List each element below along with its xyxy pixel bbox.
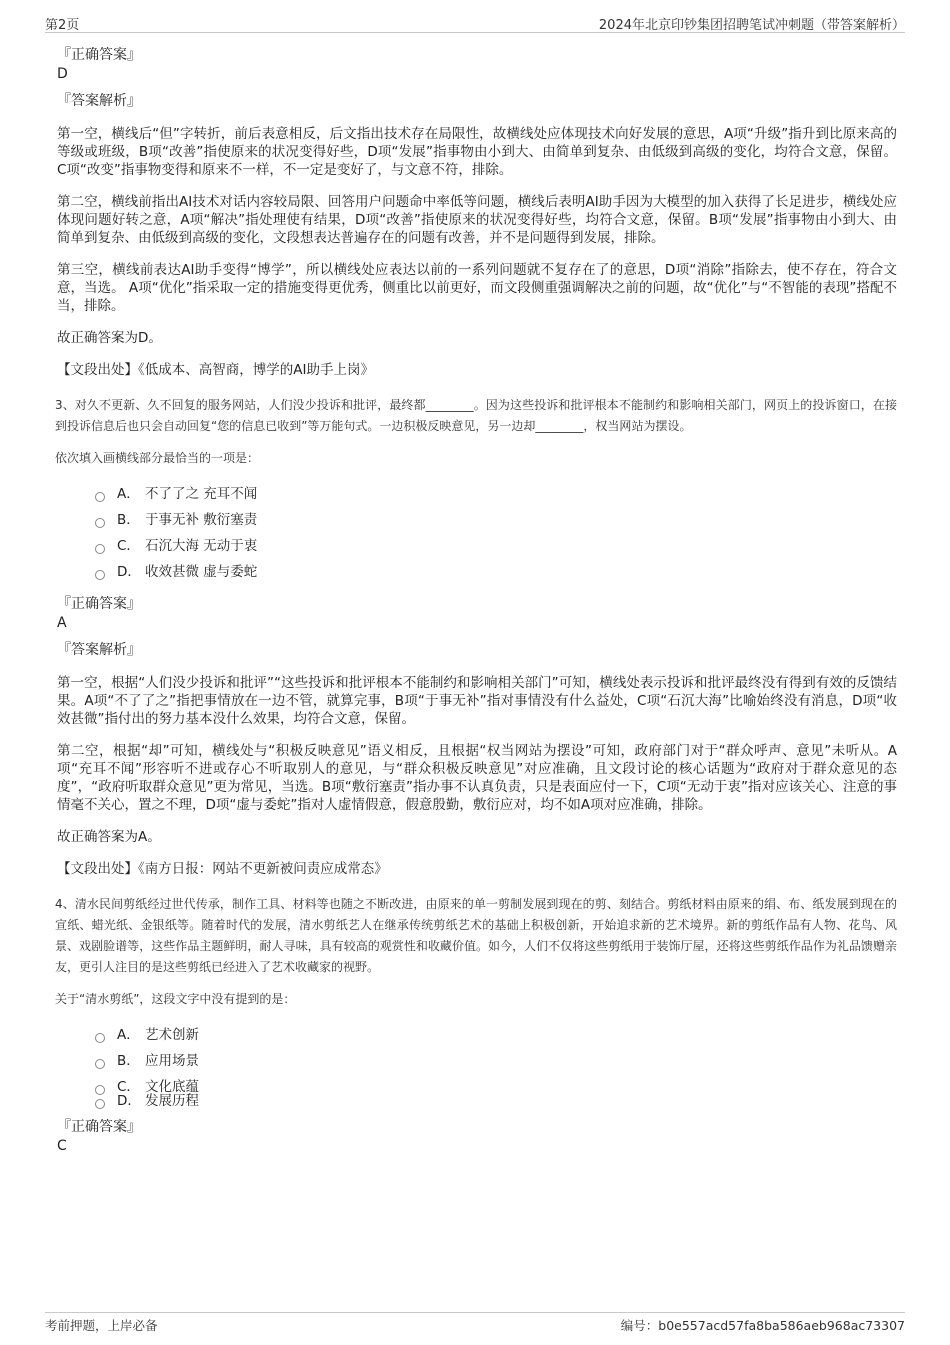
q3-explain-mark: 『答案解析』: [57, 642, 141, 658]
q4-answer: C: [57, 1138, 67, 1154]
option-text: 艺术创新: [145, 1027, 199, 1043]
q2-explain-p3: 第三空，横线前表达AI助手变得“博学”，所以横线处应表达以前的一系列问题就不复存在了的意思，D项“消除”指除去，使不存在，符合文意，当选。 A项“优化”指采取一定的措施变得更优秀，侧重比以前更好，而文段侧重强调解决之前的问题，故“优化”与“不智能的表现”搭配不当，排除。: [57, 262, 897, 314]
q2-explain-p1: 第一空，横线后“但”字转折，前后表意相反，后文指出技术存在局限性，故横线处应体现技术向好发展的意思，A项“升级”指升到比原来高的等级或班级，B项“改善”指使原来的状况变得好些，D项“发展”指事物由小到大、由简单到复杂、由低级到高级的变化，均符合文意，保留。C项“改变”指事物变得和原来不一样，不一定是变好了，与文意不符，排除。: [57, 126, 897, 178]
q4-option-a[interactable]: [95, 1022, 897, 1048]
q3-answer-mark: 『正确答案』: [57, 596, 141, 612]
option-key: B．: [117, 512, 140, 528]
q2-answer-mark: 『正确答案』: [57, 47, 141, 63]
option-key: D．: [117, 1093, 141, 1109]
option-key: C．: [117, 1079, 140, 1095]
q4-question: 4、清水民间剪纸经过世代传承，制作工具、材料等也随之不断改进，由原来的单一剪制发展到现在的剪、刻结合。剪纸材料由原来的绢、布、纸发展到现在的宣纸、蜡光纸、金银纸等。随着时代的发展，清水剪纸艺人在继承传统剪纸艺术的基础上积极创新，开始追求新的艺术境界。新的剪纸作品有人物、花鸟、风景、戏剧脸谱等，这些作品主题鲜明，耐人寻味，具有较高的观赏性和收藏价值。如今，人们不仅将这些剪纸用于装饰厅屋，还将这些剪纸作品作为礼品馈赠亲友，更引人注目的是这些剪纸已经进入了艺术收藏家的视野。: [55, 897, 897, 974]
page-footer: [45, 1312, 905, 1335]
q3-explain-p1: 第一空，根据“人们没少投诉和批评”“这些投诉和批评根本不能制约和影响相关部门”可知，横线处表示投诉和批评最终没有得到有效的反馈结果。A项“不了了之”指把事情放在一边不管，就算完事，B项“于事无补”指对事情没有什么益处，C项“石沉大海”比喻始终没有消息，D项“收效甚微”指付出的努力基本没什么效果，均符合文意，保留。: [57, 675, 897, 727]
document-id: 编号：b0e557acd57fa8ba586aeb968ac73307: [620, 1318, 905, 1333]
q3-option-a[interactable]: [95, 481, 897, 507]
radio-icon[interactable]: [95, 1099, 105, 1109]
radio-icon[interactable]: [95, 1033, 105, 1043]
option-key: A．: [117, 1027, 140, 1043]
q3-conclusion: 故正确答案为A。: [57, 829, 161, 845]
radio-icon[interactable]: [95, 570, 105, 580]
q2-source: 【文段出处】《低成本、高智商，博学的AI助手上岗》: [57, 362, 374, 378]
option-text: 不了了之 充耳不闻: [145, 486, 258, 502]
q4-option-c[interactable]: [95, 1080, 897, 1094]
option-key: A．: [117, 486, 140, 502]
radio-icon[interactable]: [95, 518, 105, 528]
option-key: B．: [117, 1053, 140, 1069]
q4-option-d[interactable]: [95, 1094, 897, 1108]
q4-option-b[interactable]: [95, 1048, 897, 1074]
q3-prompt: 依次填入画横线部分最恰当的一项是：: [55, 451, 260, 465]
option-text: 应用场景: [145, 1053, 199, 1069]
q3-options: [95, 481, 897, 585]
option-text: 发展历程: [145, 1093, 199, 1109]
footer-slogan: 考前押题，上岸必备: [45, 1318, 158, 1333]
q3-explain-p2: 第二空，根据“却”可知，横线处与“积极反映意见”语义相反，且根据“权当网站为摆设”可知，政府部门对于“群众呼声、意见”未听从。A项“充耳不闻”形容听不进或存心不听取别人的意见，与“群众积极反映意见”对应准确，且文段讨论的核心话题为“政府对于群众意见的态度”，“政府听取群众意见”更为常见，当选。B项“敷衍塞责”指办事不认真负责，只是表面应付一下，C项“无动于衷”指对应该关心、注意的事情毫不关心，置之不理，D项“虚与委蛇”指对人虚情假意，假意殷勤，敷衍应对，均不如A项对应准确，排除。: [57, 743, 897, 813]
radio-icon[interactable]: [95, 492, 105, 502]
document-title: 2024年北京印钞集团招聘笔试冲刺题（带答案解析）: [598, 18, 905, 33]
q3-option-c[interactable]: [95, 533, 897, 559]
radio-icon[interactable]: [95, 544, 105, 554]
option-text: 文化底蕴: [145, 1079, 199, 1095]
option-text: 于事无补 敷衍塞责: [145, 512, 258, 528]
q4-prompt: 关于“清水剪纸”，这段文字中没有提到的是：: [55, 992, 296, 1006]
q2-explain-mark: 『答案解析』: [57, 93, 141, 109]
option-text: 收效甚微 虚与委蛇: [145, 564, 258, 580]
q4-options: [95, 1022, 897, 1108]
q3-answer: A: [57, 615, 67, 631]
q3-source: 【文段出处】《南方日报：网站不更新被问责应成常态》: [57, 861, 388, 877]
q4-answer-mark: 『正确答案』: [57, 1119, 141, 1135]
q3-question: 3、对久不更新、久不回复的服务网站，人们没少投诉和批评，最终都________。因为这些投诉和批评根本不能制约和影响相关部门，网页上的投诉窗口，在接到投诉信息后也只会自动回复“您的信息已收到”等万能句式。一边积极反映意见，另一边却________，权当网站为摆设。: [55, 398, 897, 433]
option-key: C．: [117, 538, 140, 554]
q2-answer: D: [57, 66, 68, 82]
q2-explain-p2: 第二空，横线前指出AI技术对话内容较局限、回答用户问题命中率低等问题，横线后表明AI助手因为大模型的加入获得了长足进步，横线处应体现问题好转之意，A项“解决”指处理使有结果，D项“改善”指使原来的状况变得好些，均符合文意，保留。B项“发展”指事物由小到大、由简单到复杂、由低级到高级的变化，文段想表达普遍存在的问题有改善，并不是问题得到发展，排除。: [57, 194, 897, 246]
option-key: D．: [117, 564, 141, 580]
document-body: [57, 46, 897, 1164]
option-text: 石沉大海 无动于衷: [145, 538, 258, 554]
q3-option-d[interactable]: [95, 559, 897, 585]
radio-icon[interactable]: [95, 1085, 105, 1095]
page-number: 第2页: [45, 18, 80, 33]
q3-option-b[interactable]: [95, 507, 897, 533]
page-header: [45, 12, 905, 33]
radio-icon[interactable]: [95, 1059, 105, 1069]
q2-conclusion: 故正确答案为D。: [57, 330, 162, 346]
